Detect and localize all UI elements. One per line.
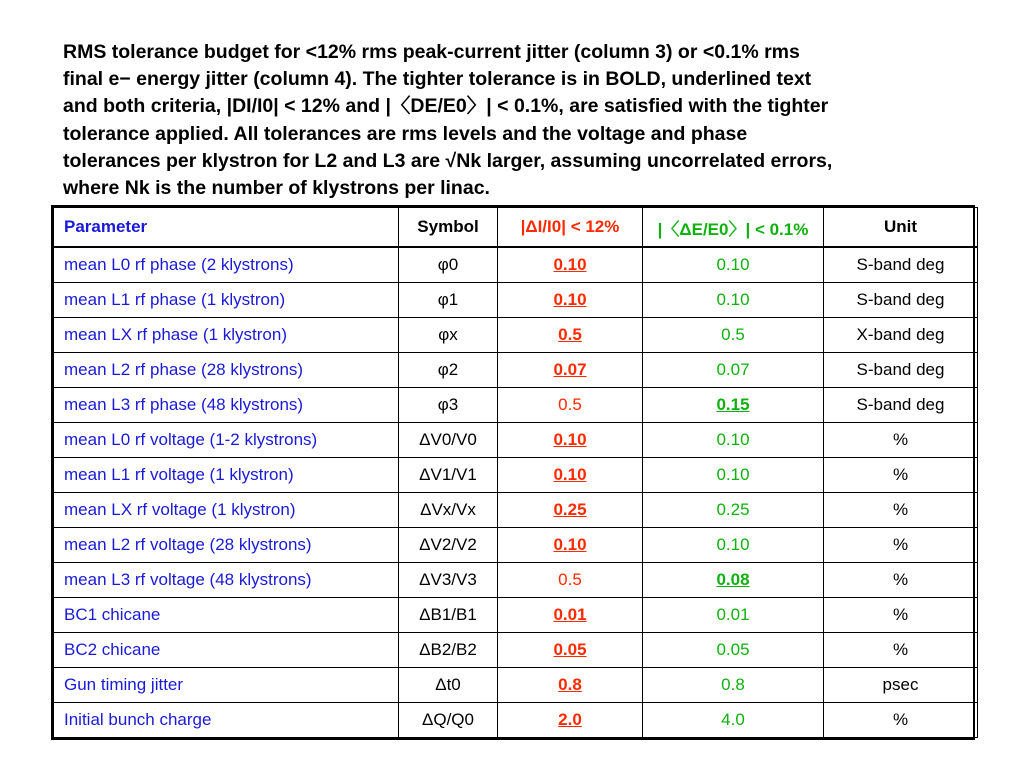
table-body — [54, 247, 978, 738]
cell-parameter: mean LX rf phase (1 klystron) — [54, 318, 399, 353]
cell-energy-jitter-tolerance — [643, 598, 824, 633]
cell-unit: X-band deg — [824, 318, 978, 353]
cell-unit: % — [824, 528, 978, 563]
table-row — [54, 423, 978, 458]
tolerance-value: 0.25 — [716, 500, 750, 519]
cell-parameter: Gun timing jitter — [54, 668, 399, 703]
cell-energy-jitter-tolerance — [643, 458, 824, 493]
cell-energy-jitter-tolerance — [643, 703, 824, 738]
tolerance-value: 0.5 — [721, 325, 745, 344]
table-row — [54, 318, 978, 353]
cell-current-jitter-tolerance — [498, 563, 643, 598]
caption-line: RMS tolerance budget for <12% rms peak-current jitter (column 3) or <0.1% rms — [63, 41, 800, 63]
caption-line: tolerance applied. All tolerances are rms levels and the voltage and phase — [63, 122, 748, 145]
cell-energy-jitter-tolerance — [643, 353, 824, 388]
table-row — [54, 353, 978, 388]
cell-parameter: mean L2 rf phase (28 klystrons) — [54, 353, 399, 388]
table-row — [54, 283, 978, 318]
tolerance-value: 0.05 — [716, 640, 750, 659]
table-row — [54, 247, 978, 283]
cell-energy-jitter-tolerance — [643, 528, 824, 563]
cell-current-jitter-tolerance — [498, 528, 643, 563]
tolerance-value: 0.05 — [553, 640, 587, 659]
cell-current-jitter-tolerance — [498, 388, 643, 423]
cell-parameter: BC2 chicane — [54, 633, 399, 668]
cell-symbol: ΔB1/B1 — [399, 598, 498, 633]
cell-parameter: mean L3 rf phase (48 klystrons) — [54, 388, 399, 423]
cell-unit: % — [824, 563, 978, 598]
cell-current-jitter-tolerance — [498, 247, 643, 283]
table-row — [54, 598, 978, 633]
cell-unit: S-band deg — [824, 247, 978, 283]
caption-line: final e− energy jitter (column 4). The tighter tolerance is in BOLD, underlined text — [63, 68, 812, 91]
cell-symbol: Δt0 — [399, 668, 498, 703]
cell-energy-jitter-tolerance — [643, 283, 824, 318]
cell-current-jitter-tolerance — [498, 318, 643, 353]
cell-energy-jitter-tolerance — [643, 633, 824, 668]
table-row — [54, 563, 978, 598]
cell-unit: S-band deg — [824, 353, 978, 388]
tolerance-value: 0.10 — [553, 255, 587, 274]
tolerance-value: 0.10 — [553, 430, 587, 449]
cell-parameter: mean L0 rf voltage (1-2 klystrons) — [54, 423, 399, 458]
caption-line: where Nk is the number of klystrons per linac. — [63, 177, 490, 200]
cell-symbol: ΔV1/V1 — [399, 458, 498, 493]
cell-energy-jitter-tolerance — [643, 388, 824, 423]
cell-unit: S-band deg — [824, 388, 978, 423]
cell-energy-jitter-tolerance — [643, 423, 824, 458]
tolerance-value: 0.5 — [558, 325, 582, 344]
tolerance-value: 0.8 — [558, 675, 582, 694]
tolerance-value: 2.0 — [558, 710, 582, 729]
tolerance-value: 0.10 — [716, 255, 750, 274]
tolerance-value: 0.10 — [716, 465, 750, 484]
cell-current-jitter-tolerance — [498, 493, 643, 528]
cell-parameter: mean LX rf voltage (1 klystron) — [54, 493, 399, 528]
caption — [63, 39, 993, 202]
tolerance-value: 0.01 — [716, 605, 750, 624]
cell-symbol: ΔV2/V2 — [399, 528, 498, 563]
tolerance-value: 0.07 — [716, 360, 750, 379]
table-row — [54, 633, 978, 668]
cell-current-jitter-tolerance — [498, 458, 643, 493]
cell-current-jitter-tolerance — [498, 703, 643, 738]
cell-unit: S-band deg — [824, 283, 978, 318]
cell-unit: % — [824, 598, 978, 633]
cell-current-jitter-tolerance — [498, 668, 643, 703]
header-parameter: Parameter — [54, 208, 399, 248]
cell-energy-jitter-tolerance — [643, 247, 824, 283]
cell-symbol: ΔV0/V0 — [399, 423, 498, 458]
cell-symbol: ΔV3/V3 — [399, 563, 498, 598]
cell-symbol: φx — [399, 318, 498, 353]
cell-current-jitter-tolerance — [498, 353, 643, 388]
cell-parameter: mean L1 rf voltage (1 klystron) — [54, 458, 399, 493]
header-unit: Unit — [824, 208, 978, 248]
cell-current-jitter-tolerance — [498, 598, 643, 633]
cell-current-jitter-tolerance — [498, 633, 643, 668]
tolerance-value: 0.15 — [716, 395, 750, 414]
cell-energy-jitter-tolerance — [643, 493, 824, 528]
table-row — [54, 668, 978, 703]
table-row — [54, 493, 978, 528]
tolerance-value: 0.10 — [716, 430, 750, 449]
tolerance-value: 0.5 — [558, 570, 582, 589]
cell-symbol: φ3 — [399, 388, 498, 423]
cell-current-jitter-tolerance — [498, 423, 643, 458]
cell-energy-jitter-tolerance — [643, 318, 824, 353]
tolerance-value: 0.10 — [553, 290, 587, 309]
tolerance-value: 0.5 — [558, 395, 582, 414]
cell-energy-jitter-tolerance — [643, 563, 824, 598]
cell-current-jitter-tolerance — [498, 283, 643, 318]
table-row — [54, 703, 978, 738]
cell-parameter: mean L1 rf phase (1 klystron) — [54, 283, 399, 318]
tolerance-value: 0.10 — [716, 290, 750, 309]
cell-parameter: mean L2 rf voltage (28 klystrons) — [54, 528, 399, 563]
table-row — [54, 458, 978, 493]
tolerance-value: 0.01 — [553, 605, 587, 624]
tolerance-table — [51, 205, 975, 740]
caption-line: tolerances per klystron for L2 and L3 are √Nk larger, assuming uncorrelated errors, — [63, 149, 833, 172]
table-header-row — [54, 208, 978, 248]
cell-unit: psec — [824, 668, 978, 703]
cell-unit: % — [824, 423, 978, 458]
cell-symbol: ΔB2/B2 — [399, 633, 498, 668]
table-row — [54, 528, 978, 563]
cell-unit: % — [824, 458, 978, 493]
header-energy-jitter: |〈ΔE/E0〉| < 0.1% — [643, 208, 824, 248]
tolerance-value: 0.25 — [553, 500, 587, 519]
cell-energy-jitter-tolerance — [643, 668, 824, 703]
tolerance-value: 0.10 — [716, 535, 750, 554]
header-current-jitter: |ΔI/I0| < 12% — [498, 208, 643, 248]
cell-parameter: Initial bunch charge — [54, 703, 399, 738]
cell-unit: % — [824, 703, 978, 738]
cell-parameter: mean L3 rf voltage (48 klystrons) — [54, 563, 399, 598]
header-symbol: Symbol — [399, 208, 498, 248]
cell-symbol: φ2 — [399, 353, 498, 388]
cell-unit: % — [824, 633, 978, 668]
table-row — [54, 388, 978, 423]
tolerance-value: 0.10 — [553, 535, 587, 554]
cell-symbol: φ1 — [399, 283, 498, 318]
cell-symbol: ΔQ/Q0 — [399, 703, 498, 738]
tolerance-value: 0.10 — [553, 465, 587, 484]
cell-parameter: mean L0 rf phase (2 klystrons) — [54, 247, 399, 283]
caption-line: and both criteria, |DI/I0| < 12% and |〈DE/E0〉| < 0.1%, are satisfied with the tighter — [63, 95, 829, 118]
cell-symbol: φ0 — [399, 247, 498, 283]
cell-symbol: ΔVx/Vx — [399, 493, 498, 528]
tolerance-value: 0.8 — [721, 675, 745, 694]
tolerance-value: 4.0 — [721, 710, 745, 729]
cell-parameter: BC1 chicane — [54, 598, 399, 633]
tolerance-value: 0.08 — [716, 570, 750, 589]
tolerance-value: 0.07 — [553, 360, 587, 379]
cell-unit: % — [824, 493, 978, 528]
